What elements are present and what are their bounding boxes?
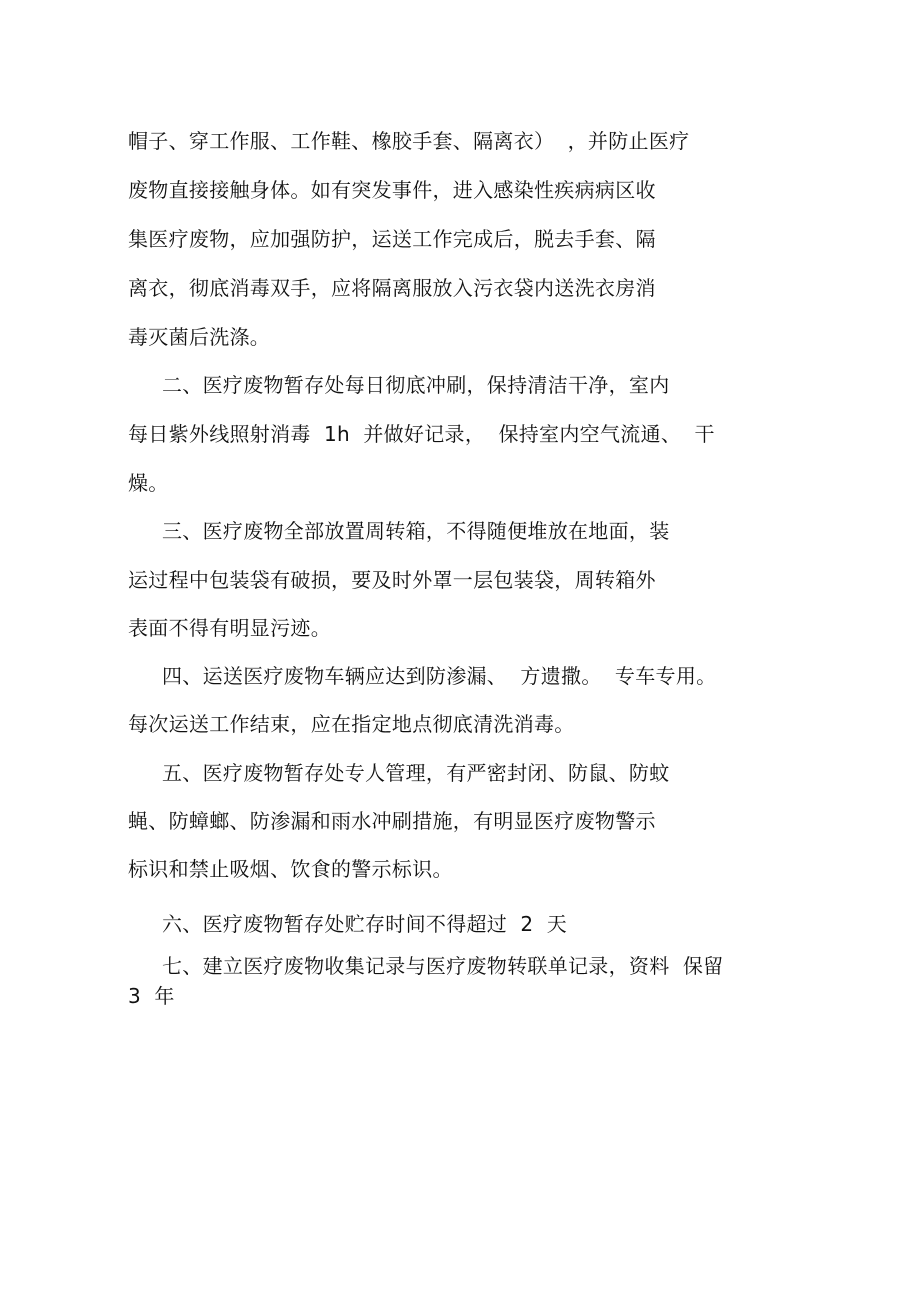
text-line: 帽子、穿工作服、工作鞋、橡胶手套、隔离衣） ，并防止医疗 [128,129,690,153]
text-line: 离衣，彻底消毒双手，应将隔离服放入污衣袋内送洗衣房消 [128,276,656,300]
text-line: 运过程中包装袋有破损，要及时外罩一层包装袋，周转箱外 [128,568,656,592]
text-line: 每次运送工作结束，应在指定地点彻底清洗消毒。 [128,712,575,736]
text-line: 标识和禁止吸烟、饮食的警示标识。 [128,857,453,881]
paragraph-6: 六、医疗废物暂存处贮存时间不得超过 2 天 [162,912,568,936]
paragraph-5-start: 五、医疗废物暂存处专人管理，有严密封闭、防鼠、防蚊 [162,761,670,785]
paragraph-3-start: 三、医疗废物全部放置周转箱，不得随便堆放在地面，装 [162,519,670,543]
paragraph-2-start: 二、医疗废物暂存处每日彻底冲刷，保持清洁干净，室内 [162,373,670,397]
text-line: 废物直接接触身体。如有突发事件，进入感染性疾病病区收 [128,178,656,202]
text-line: 蝇、防蟑螂、防渗漏和雨水冲刷措施，有明显医疗废物警示 [128,809,656,833]
paragraph-7-start: 七、建立医疗废物收集记录与医疗废物转联单记录，资料 保留 [162,954,724,978]
text-line: 3 年 [128,984,175,1008]
text-line: 集医疗废物，应加强防护，运送工作完成后，脱去手套、隔 [128,227,656,251]
paragraph-4-start: 四、运送医疗废物车辆应达到防渗漏、 方遗撒。 专车专用。 [162,664,717,688]
text-line: 表面不得有明显污迹。 [128,616,331,640]
text-line: 毒灭菌后洗涤。 [128,325,271,349]
text-line: 燥。 [128,471,169,495]
text-line: 每日紫外线照射消毒 1h 并做好记录， 保持室内空气流通、 干 [128,422,715,446]
